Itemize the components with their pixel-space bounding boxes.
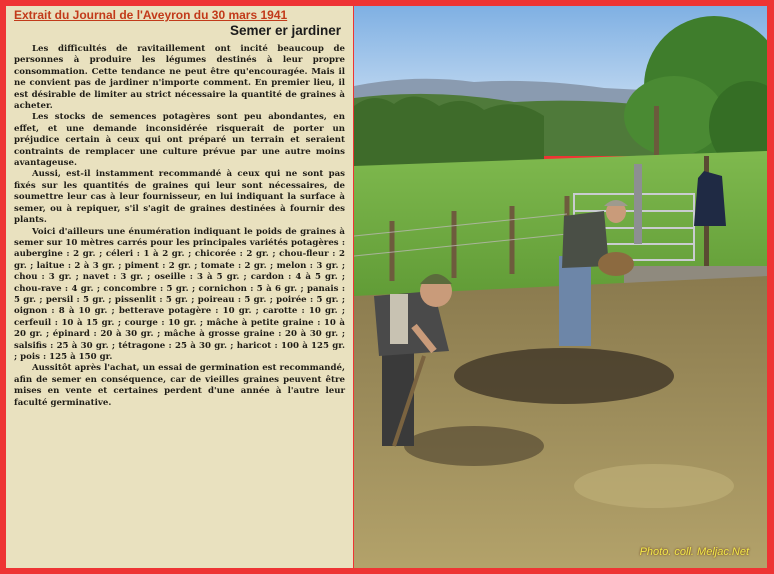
article-paragraph: Les difficultés de ravitaillement ont incité beaucoup de personnes à produire les légumes destinés à leur propre consommation. Cette tendance ne peut être qu'encouragée. Mais il ne convient pas de jardiner n'importe comment. En premier lieu, il est désirable de limiter au strict nécessaire la quantité de graines à acheter. bbox=[14, 44, 345, 112]
article-title: Semer er jardiner bbox=[229, 23, 341, 38]
clipping-header: Extrait du Journal de l'Aveyron du 30 mars 1941 bbox=[14, 8, 288, 22]
article-paragraph: Aussi, est-il instamment recommandé à ceux qui ne sont pas fixés sur les quantités de graines qui leur sont nécessaires, de soumettre leur cas à leur fournisseur, en lui indiquant la surface à semer, ou à repiquer, s'il s'agit de graines destinées à fournir des plants. bbox=[14, 169, 345, 226]
article-paragraph: Les stocks de semences potagères sont peu abondantes, en effet, et une demande inconsidérée risquerait de porter un préjudice certain à ceux qui ont préparé un terrain et seraient contraints de remplacer une culture prévue par une autre moins avantageuse. bbox=[14, 112, 345, 169]
photo-credit: Photo. coll. Meljac.Net bbox=[639, 546, 749, 558]
article-paragraph: Voici d'ailleurs une énumération indiquant le poids de graines à semer sur 10 mètres carrés pour les principales variétés potagères : aubergine : 2 gr. ; céleri : 1 à 2 gr. ; chicorée : 2 gr. ; chou-fleur : 2 gr. ; laitue : 2 à 3 gr. ; piment : 2 gr. ; tomate : 2 gr. ; melon : 3 gr. ; chou : 3 gr. ; navet : 3 gr. ; oseille : 3 à 5 gr. ; cardon : 4 à 5 gr. ; chou-rave : 4 gr. ; concombre : 5 gr. ; cornichon : 5 à 6 gr. ; panais : 5 gr. ; persil : 5 gr. ; pissenlit : 5 gr. ; poireau : 5 gr. ; poirée : 5 gr. ; oignon : 8 à 10 gr. ; betterave potagère : 10 gr. ; carotte : 10 gr. ; cerfeuil : 10 à 15 gr. ; courge : 10 gr. ; mâche à petite graine : 10 à 20 gr. ; épinard : 20 à 30 gr. ; mâche à grosse graine : 20 à 30 gr. ; salsifis : 25 à 30 gr. ; tétragone : 25 à 30 gr. ; haricot : 100 à 125 gr. ; pois : 125 à 150 gr. bbox=[14, 226, 345, 362]
article-paragraph: Aussitôt après l'achat, un essai de germination est recommandé, afin de semer en conséquence, car de vieilles graines peuvent être mises en vente et certaines perdent d'une année à l'autre leur faculté germinative. bbox=[14, 363, 345, 408]
garden-photo bbox=[354, 6, 767, 568]
article-body bbox=[14, 44, 345, 409]
garden-scene-illustration bbox=[354, 6, 767, 568]
newspaper-clipping bbox=[6, 6, 353, 568]
